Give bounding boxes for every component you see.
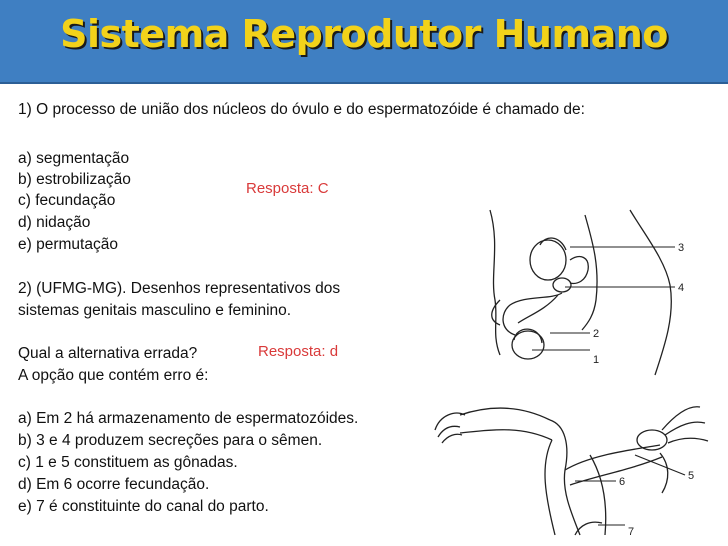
title-bar <box>0 0 728 84</box>
q2-answer: Resposta: d <box>258 343 339 360</box>
female-label-7: 7 <box>628 526 635 538</box>
q1-option-b: b) estrobilização <box>18 171 131 188</box>
q2-option-a: a) Em 2 há armazenamento de espermatozóides. <box>18 410 359 427</box>
question-2-prompt-1: Qual a alternativa errada? <box>18 345 198 362</box>
q2-option-e: e) 7 é constituinte do canal do parto. <box>18 498 269 515</box>
question-2-prompt-2: A opção que contém erro é: <box>18 367 209 384</box>
male-label-1: 1 <box>593 354 600 366</box>
q1-answer: Resposta: C <box>246 180 329 197</box>
q2-option-d: d) Em 6 ocorre fecundação. <box>18 476 210 493</box>
q2-option-c: c) 1 e 5 constituem as gônadas. <box>18 454 238 471</box>
female-label-6: 6 <box>619 476 626 488</box>
male-label-2: 2 <box>593 328 600 340</box>
question-1-text: 1) O processo de união dos núcleos do óvulo e do espermatozóide é chamado de: <box>18 101 585 118</box>
q2-option-b: b) 3 e 4 produzem secreções para o sêmen. <box>18 432 323 449</box>
male-label-3: 3 <box>678 242 685 254</box>
male-reproductive-diagram <box>470 205 720 380</box>
q1-option-d: d) nidação <box>18 214 91 231</box>
slide-title: Sistema Reprodutor Humano <box>60 12 668 56</box>
question-2-line-2: sistemas genitais masculino e feminino. <box>18 302 292 319</box>
male-label-4: 4 <box>678 282 685 294</box>
female-reproductive-diagram <box>430 385 720 540</box>
female-label-5: 5 <box>688 470 695 482</box>
question-2-line-1: 2) (UFMG-MG). Desenhos representativos dos <box>18 280 341 297</box>
q1-option-c: c) fecundação <box>18 192 116 209</box>
q1-option-a: a) segmentação <box>18 150 130 167</box>
q1-option-e: e) permutação <box>18 236 118 253</box>
